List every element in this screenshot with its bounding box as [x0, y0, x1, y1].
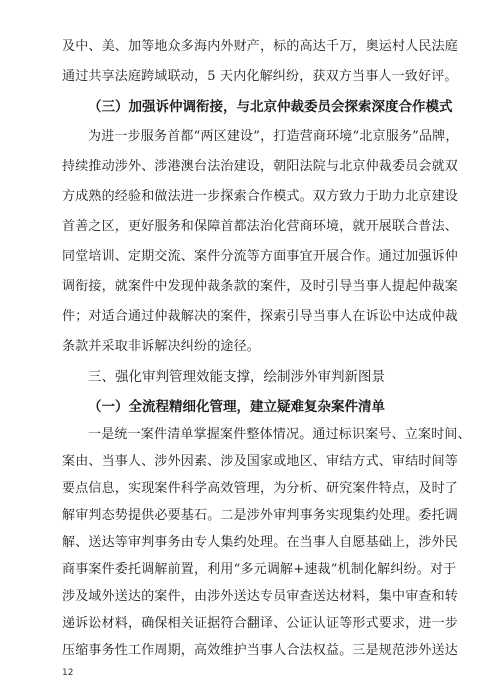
paragraph-line: 递诉讼材料，确保相关证据符合翻译、公证认证等形式要求，进一步 — [62, 616, 459, 631]
section-heading: 三、强化审判管理效能支撑，绘制涉外审判新图景 — [88, 369, 385, 385]
paragraph-line: 解、送达等审判事务由专人集约处理。在当事人自愿基础上，涉外民 — [62, 535, 459, 550]
paragraph-line: 持续推动涉外、涉港澳台法治建设，朝阳法院与北京仲裁委员会就双 — [62, 159, 459, 174]
paragraph-line: 调衔接，就案件中发现仲裁条款的案件，及时引导当事人提起仲裁案 — [62, 279, 459, 294]
subsection-heading: （一）全流程精细化管理，建立疑难复杂案件清单 — [88, 399, 385, 415]
paragraph-line: 及中、美、加等地众多海内外财产，标的高达千万，奥运村人民法庭 — [62, 39, 459, 54]
subsection-heading: （三）加强诉仲调衔接，与北京仲裁委员会探索深度合作模式 — [88, 99, 453, 115]
paragraph-line: 解审判态势提供必要基石。二是涉外审判事务实现集约处理。委托调 — [62, 508, 459, 523]
paragraph-line: 条款并采取非诉解决纠纷的途径。 — [62, 339, 261, 354]
paragraph-line: 涉及域外送达的案件，由涉外送达专员审查送达材料，集中审查和转 — [62, 589, 459, 604]
paragraph-line: 件；对适合通过仲裁解决的案件，探索引导当事人在诉讼中达成仲裁 — [62, 309, 459, 324]
paragraph-line: 首善之区，更好服务和保障首都法治化营商环境，就开展联合普法、 — [62, 219, 459, 234]
paragraph-line: 方成熟的经验和做法进一步探索合作模式。双方致力于助力北京建设 — [62, 189, 459, 204]
page-number: 12 — [62, 668, 74, 678]
paragraph-line: 一是统一案件清单掌握案件整体情况。通过标识案号、立案时间、 — [88, 427, 471, 442]
paragraph-line: 为进一步服务首都“两区建设”，打造营商环境“北京服务”品牌， — [88, 129, 459, 144]
paragraph-line: 同堂培训、定期交流、案件分流等方面事宜开展合作。通过加强诉仲 — [62, 249, 459, 264]
paragraph-line: 案由、当事人、涉外因素、涉及国家或地区、审结方式、审结时间等 — [62, 454, 459, 469]
paragraph-line: 通过共享法庭跨域联动，5 天内化解纠纷，获双方当事人一致好评。 — [62, 69, 458, 84]
paragraph-line: 商事案件委托调解前置，利用“多元调解+速裁”机制化解纠纷。对于 — [62, 562, 457, 577]
paragraph-line: 压缩事务性工作周期，高效维护当事人合法权益。三是规范涉外送达 — [62, 643, 459, 658]
paragraph-line: 要点信息，实现案件科学高效管理，为分析、研究案件特点，及时了 — [62, 481, 459, 496]
